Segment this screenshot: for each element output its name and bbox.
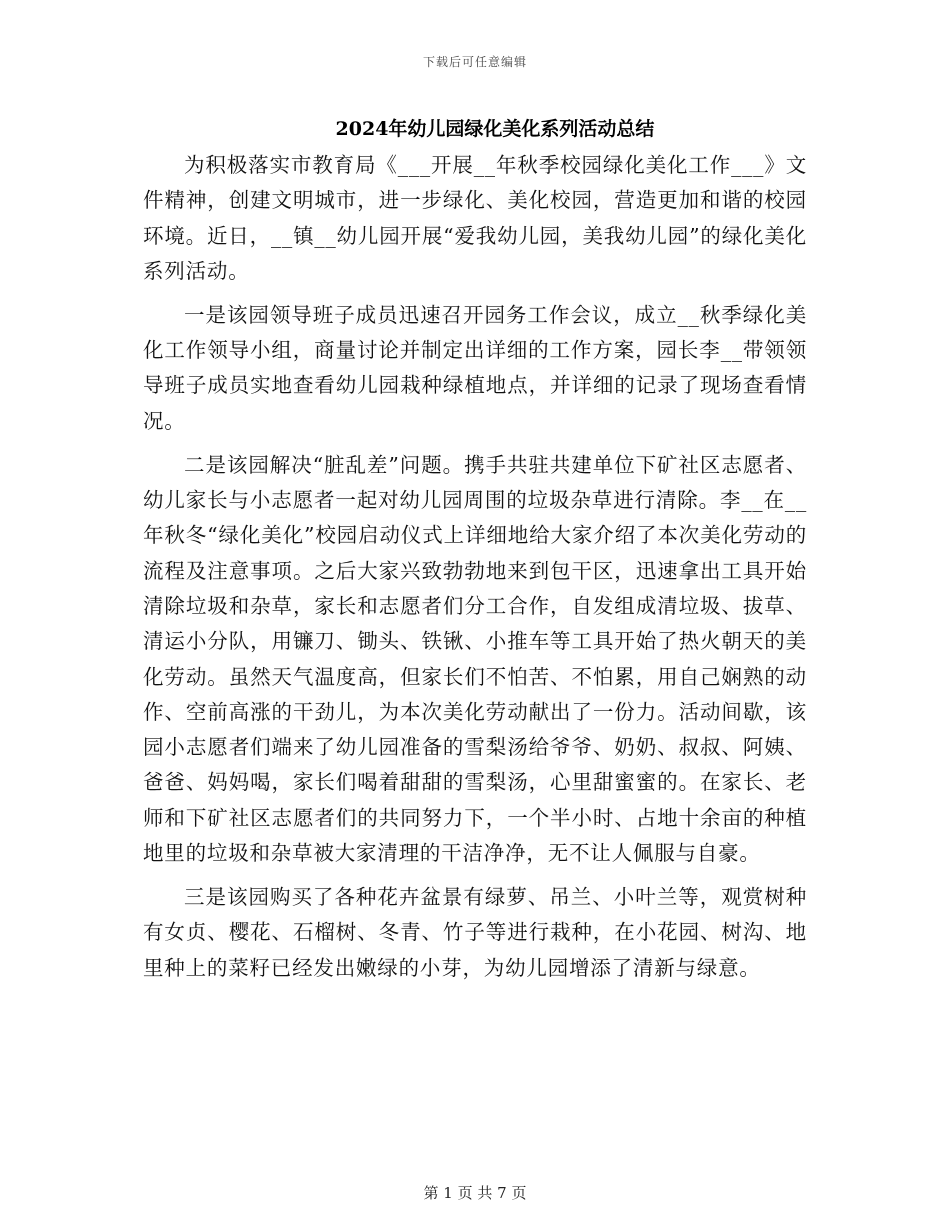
header-note: 下载后可任意编辑 [422, 55, 527, 69]
document-body [143, 148, 807, 995]
page-number: 第 1 页 共 7 页 [423, 1184, 527, 1202]
paragraph-two: 二是该园解决“脏乱差”问题。携手共驻共建单位下矿社区志愿者、幼儿家长与小志愿者一起对幼儿园周围的垃圾杂草进行清除。李__在__年秋冬“绿化美化”校园启动仪式上详细地给大家介绍了本次美化劳动的流程及注意事项。之后大家兴致勃勃地来到包干区，迅速拿出工具开始清除垃圾和杂草，家长和志愿者们分工合作，自发组成清垃圾、拔草、清运小分队，用镰刀、锄头、铁锹、小推车等工具开始了热火朝天的美化劳动。虽然天气温度高，但家长们不怕苦、不怕累，用自己娴熟的动作、空前高涨的干劲儿，为本次美化劳动献出了一份力。活动间歇，该园小志愿者们端来了幼儿园准备的雪梨汤给爷爷、奶奶、叔叔、阿姨、爸爸、妈妈喝，家长们喝着甜甜的雪梨汤，心里甜蜜蜜的。在家长、老师和下矿社区志愿者们的共同努力下，一个半小时、占地十余亩的种植地里的垃圾和杂草被大家清理的干洁净净，无不让人佩服与自豪。 [143, 452, 807, 866]
paragraph-one: 一是该园领导班子成员迅速召开园务工作会议，成立__秋季绿化美化工作领导小组，商量讨论并制定出详细的工作方案，园长李__带领领导班子成员实地查看幼儿园栽种绿植地点，并详细的记录了现场查看情况。 [143, 302, 807, 433]
paragraph-intro: 为积极落实市教育局《___开展__年秋季校园绿化美化工作___》文件精神，创建文明城市，进一步绿化、美化校园，营造更加和谐的校园环境。近日，__镇__幼儿园开展“爱我幼儿园，美我幼儿园”的绿化美化系列活动。 [143, 153, 807, 283]
document-title: 2024年幼儿园绿化美化系列活动总结 [335, 118, 655, 140]
paragraph-three: 三是该园购买了各种花卉盆景有绿萝、吊兰、小叶兰等，观赏树种有女贞、樱花、石榴树、冬青、竹子等进行栽种，在小花园、树沟、地里种上的菜籽已经发出嫩绿的小芽，为幼儿园增添了清新与绿意。 [143, 885, 807, 980]
